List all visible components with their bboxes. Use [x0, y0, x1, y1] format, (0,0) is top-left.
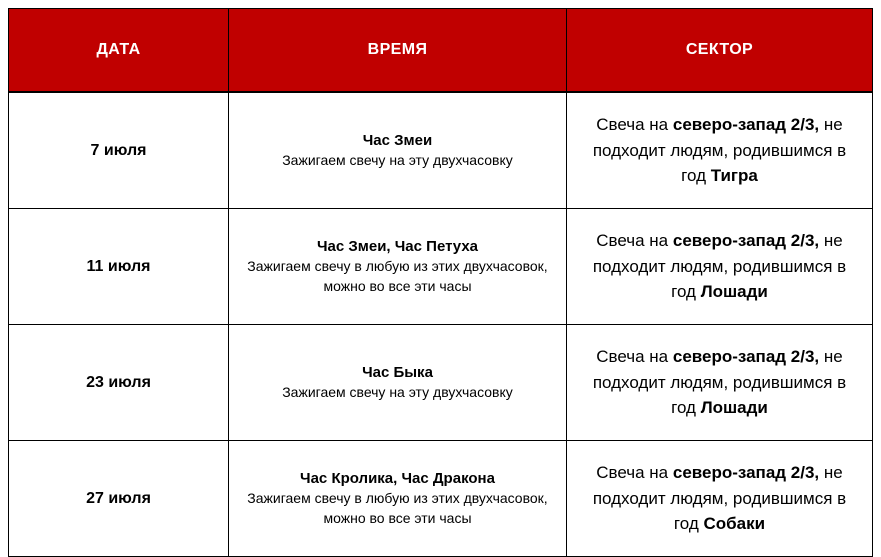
date-text: 7 июля — [90, 141, 147, 159]
sector-prefix: Свеча на — [596, 231, 673, 251]
sector-year: Лошади — [700, 398, 768, 418]
sector-text — [579, 344, 860, 421]
sector-year: Собаки — [703, 514, 766, 534]
sector-middle: не подходит людям, родившимся в год — [592, 231, 847, 302]
date-cell — [9, 92, 229, 209]
sector-text — [579, 460, 860, 537]
date-text: 27 июля — [86, 489, 151, 507]
time-cell — [229, 209, 567, 325]
time-title: Час Быка — [362, 364, 433, 382]
sector-year: Тигра — [710, 166, 758, 186]
sector-cell — [567, 441, 873, 557]
time-cell — [229, 441, 567, 557]
time-description: Зажигаем свечу на эту двухчасовку — [282, 384, 513, 401]
candle-schedule-table-wrap — [8, 8, 873, 557]
time-description: Зажигаем свечу в любую из этих двухчасовок, можно во все эти часы — [247, 258, 548, 294]
sector-cell — [567, 325, 873, 441]
time-title: Час Кролика, Час Дракона — [300, 470, 495, 488]
header-row — [9, 9, 873, 93]
sector-prefix: Свеча на — [596, 115, 673, 135]
sector-middle: не подходит людям, родившимся в год — [592, 115, 847, 186]
sector-year: Лошади — [700, 282, 768, 302]
column-header-sector: СЕКТОР — [567, 9, 873, 93]
date-text: 11 июля — [86, 257, 151, 275]
sector-direction: северо-запад 2/3, — [672, 231, 820, 251]
time-description: Зажигаем свечу в любую из этих двухчасовок, можно во все эти часы — [247, 490, 548, 526]
time-description: Зажигаем свечу на эту двухчасовку — [282, 152, 513, 169]
table-row — [9, 325, 873, 441]
column-header-date: ДАТА — [9, 9, 229, 93]
table-row — [9, 209, 873, 325]
table-row — [9, 441, 873, 557]
time-title: Час Змеи, Час Петуха — [316, 238, 479, 256]
sector-middle: не подходит людям, родившимся в год — [592, 347, 847, 418]
sector-direction: северо-запад 2/3, — [672, 463, 820, 483]
sector-text — [579, 112, 860, 189]
sector-cell — [567, 209, 873, 325]
date-text: 23 июля — [86, 373, 151, 391]
candle-schedule-table — [8, 8, 873, 557]
sector-cell — [567, 92, 873, 209]
column-header-time: ВРЕМЯ — [229, 9, 567, 93]
time-title: Час Змеи — [362, 132, 433, 150]
sector-text — [579, 228, 860, 305]
date-cell — [9, 441, 229, 557]
table-row — [9, 92, 873, 209]
sector-direction: северо-запад 2/3, — [672, 347, 820, 367]
sector-middle: не подходит людям, родившимся в год — [592, 463, 847, 534]
time-cell — [229, 325, 567, 441]
date-cell — [9, 325, 229, 441]
sector-prefix: Свеча на — [596, 347, 673, 367]
sector-prefix: Свеча на — [596, 463, 673, 483]
date-cell — [9, 209, 229, 325]
time-cell — [229, 92, 567, 209]
sector-direction: северо-запад 2/3, — [672, 115, 820, 135]
